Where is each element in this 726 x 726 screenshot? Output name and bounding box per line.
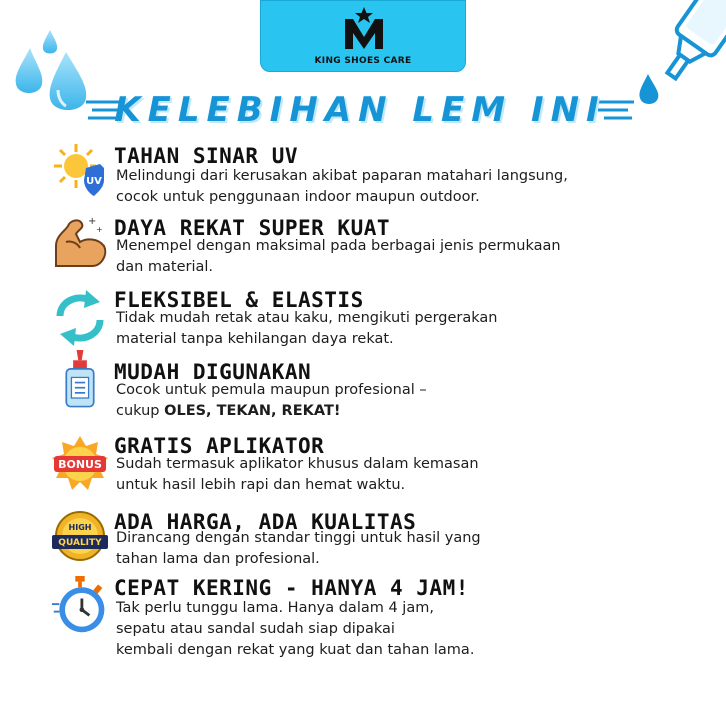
feature-line: material tanpa kehilangan daya rekat. [116, 331, 394, 347]
bonus-badge-icon [50, 434, 110, 494]
feature-description [116, 528, 676, 570]
feature-line: Sudah termasuk aplikator khusus dalam kemasan [116, 456, 479, 472]
feature-description [116, 308, 676, 350]
feature-title: ADA HARGA, ADA KUALITAS [114, 510, 417, 534]
feature-title: GRATIS APLIKATOR [114, 434, 325, 458]
glue-bottle-icon [50, 350, 110, 410]
brand-name: KING SHOES CARE [314, 56, 412, 66]
feature-title: CEPAT KERING - HANYA 4 JAM! [114, 576, 469, 600]
feature-title: MUDAH DIGUNAKAN [114, 360, 312, 384]
feature-line: tahan lama dan profesional. [116, 551, 320, 567]
feature-emphasis: OLES, TEKAN, REKAT! [164, 403, 341, 419]
feature-line: kembali dengan rekat yang kuat dan tahan lama. [116, 642, 475, 658]
feature-description [116, 166, 676, 208]
feature-line: Dirancang dengan standar tinggi untuk hasil yang [116, 530, 481, 546]
feature-description [116, 598, 676, 661]
high-quality-badge-icon [50, 508, 110, 568]
stopwatch-icon [50, 576, 110, 636]
flexible-arrows-icon [50, 288, 110, 348]
water-drops-icon [8, 12, 98, 122]
sun-uv-shield-icon [50, 140, 110, 200]
title-banner [86, 88, 634, 132]
feature-line: Tak perlu tunggu lama. Hanya dalam 4 jam, [116, 600, 434, 616]
feature-description [116, 380, 676, 422]
page-title: KELEBIHAN LEM INI [114, 90, 606, 130]
feature-text: cukup [116, 403, 165, 419]
feature-title: FLEKSIBEL & ELASTIS [114, 288, 364, 312]
feature-line: dan material. [116, 259, 214, 275]
feature-line: Cocok untuk pemula maupun profesional – [116, 382, 427, 398]
svg-text:+: + [88, 216, 97, 227]
feature-line [116, 401, 676, 422]
svg-text:+: + [96, 225, 103, 234]
feature-description [116, 236, 676, 278]
feature-line: Tidak mudah retak atau kaku, mengikuti pergerakan [116, 310, 498, 326]
badge-text: BONUS [58, 458, 102, 471]
svg-text:UV: UV [86, 176, 102, 187]
brand-logo [260, 0, 466, 72]
strong-arm-icon [50, 212, 110, 272]
feature-title: DAYA REKAT SUPER KUAT [114, 216, 391, 240]
badge-text: HIGH [68, 523, 92, 532]
crown-km-logo-icon [339, 5, 389, 51]
feature-line: sepatu atau sandal sudah siap dipakai [116, 621, 395, 637]
feature-line: Melindungi dari kerusakan akibat paparan matahari langsung, [116, 168, 568, 184]
feature-title: TAHAN SINAR UV [114, 144, 299, 168]
badge-text: QUALITY [58, 538, 102, 548]
feature-line: untuk hasil lebih rapi dan hemat waktu. [116, 477, 406, 493]
glue-tube-icon [630, 0, 726, 110]
feature-line: Menempel dengan maksimal pada berbagai jenis permukaan [116, 238, 561, 254]
feature-line: cocok untuk penggunaan indoor maupun outdoor. [116, 189, 480, 205]
feature-description [116, 454, 676, 496]
